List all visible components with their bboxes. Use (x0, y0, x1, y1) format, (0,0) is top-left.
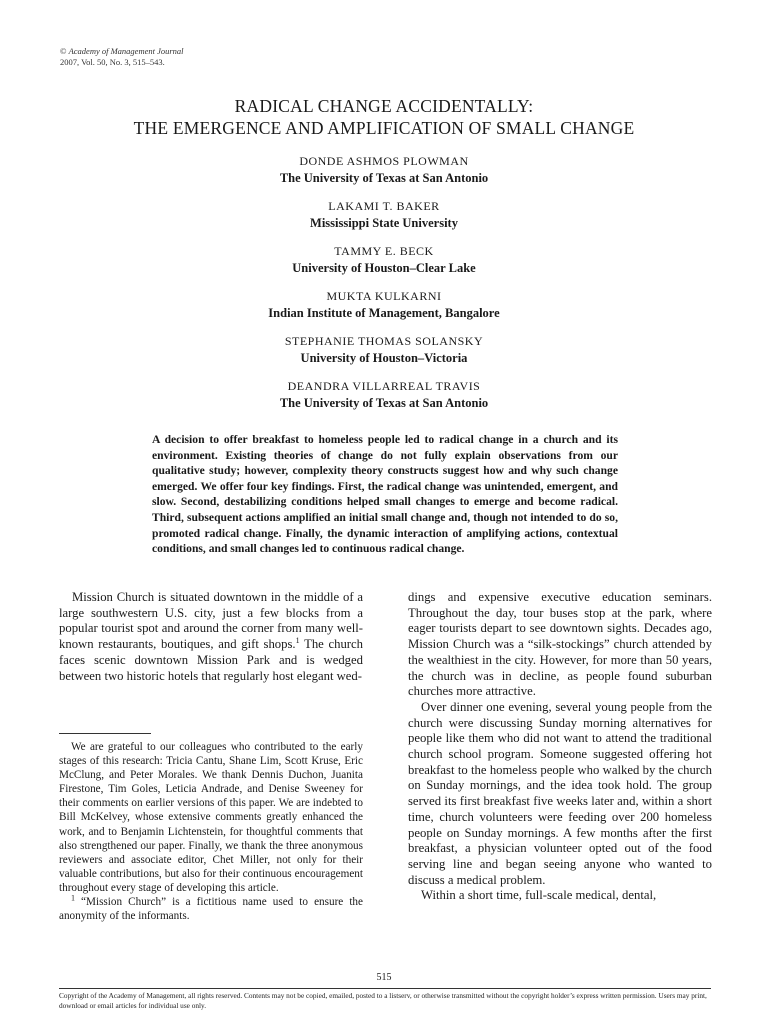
author-entry (0, 333, 768, 367)
article-title-line-1: RADICAL CHANGE ACCIDENTALLY: (234, 96, 534, 116)
author-affiliation: Indian Institute of Management, Bangalore (268, 306, 500, 320)
footnote-text: “Mission Church” is a fictitious name used to ensure the anonymity of the informants. (59, 896, 363, 923)
author-entry (0, 153, 768, 187)
author-entry (0, 198, 768, 232)
author-name: MUKTA KULKARNI (326, 289, 442, 303)
author-name: TAMMY E. BECK (334, 244, 434, 258)
author-name: STEPHANIE THOMAS SOLANSKY (284, 334, 484, 348)
author-name: DEANDRA VILLARREAL TRAVIS (287, 379, 481, 393)
author-affiliation: University of Houston–Clear Lake (292, 261, 476, 275)
copyright-mark: © (60, 46, 67, 56)
body-column-left (59, 590, 363, 684)
footnote-1 (59, 895, 363, 923)
author-entry (0, 288, 768, 322)
copyright-divider (59, 988, 711, 989)
body-paragraph: Over dinner one evening, several young people from the church were discussing Sunday morning alternatives for people like them who did not want to attend the traditional church school program. Someone suggested offering hot breakfast to the homeless people who walked by the church on Sunday mornings, and the idea took hold. The group served its first breakfast five weeks later and, within a short time, church volunteers were feeding over 200 homeless people on Sunday mornings. A few months after the first breakfast, a physician volunteer opted out of the food serving line and began seeing anyone who wanted to discuss a medical problem. (408, 699, 712, 887)
article-title-line-2: THE EMERGENCE AND AMPLIFICATION OF SMALL CHANGE (133, 118, 635, 138)
author-affiliation: Mississippi State University (310, 216, 458, 230)
journal-citation (60, 46, 184, 68)
author-affiliation: The University of Texas at San Antonio (279, 396, 489, 410)
author-name: LAKAMI T. BAKER (328, 199, 440, 213)
body-text: Mission Church is situated downtown in the middle of a large southwestern U.S. city, just a few blocks from a popular tourist spot and around the corner from many well-known restaurants, boutiques, and gift shops. (59, 590, 363, 652)
author-affiliation: University of Houston–Victoria (300, 351, 468, 365)
body-text: The church faces scenic downtown Mission Park and is wedged between two historic hotels that regularly host elegant wed- (59, 637, 363, 683)
footnotes (59, 740, 363, 923)
body-paragraph (59, 590, 363, 684)
footnote-reference: 1 (295, 635, 300, 645)
footnote-mark: 1 (71, 893, 75, 903)
journal-name: Academy of Management Journal (68, 46, 184, 56)
body-paragraph-continued: dings and expensive executive education seminars. Throughout the day, tour buses stop at the park, where eager tourists depart to see downtown sights. Decades ago, Mission Church was a “silk-stockings” church attended by the wealthiest in the city. However, for more than 50 years, the church was in decline, as people found suburban churches more attractive. (408, 590, 712, 699)
journal-name-line (60, 46, 184, 57)
author-list (0, 153, 768, 412)
journal-volume-pages: 2007, Vol. 50, No. 3, 515–543. (60, 57, 165, 67)
author-entry (0, 243, 768, 277)
acknowledgment-footnote: We are grateful to our colleagues who contributed to the early stages of this research: Tricia Cantu, Shane Lim, Scott Kruse, Eric McClung, and Peter Morales. We thank Dennis Duchon, Juanita Firestone, Tim Goles, Leticia Andrade, and Denise Sweeney for their comments on earlier versions of this paper. We are indebted to Bill McKelvey, whose extensive comments greatly enhanced the work, and to Benjamin Lichtenstein, for thoughtful comments that also strengthened our paper. Finally, we thank the three anonymous reviewers and associate editor, Chet Miller, not only for their valuable contributions, but also for their continuous encouragement throughout every stage of developing this article. (59, 741, 363, 894)
author-entry (0, 378, 768, 412)
copyright-notice: Copyright of the Academy of Management, all rights reserved. Contents may not be copied, emailed, posted to a listserv, or otherwise transmitted without the copyright holder’s express written permission. Users may print, download or email articles for individual use only. (59, 991, 707, 1010)
article-header (0, 95, 768, 423)
abstract: A decision to offer breakfast to homeless people led to radical change in a church and its environment. Existing theories of change do not fully explain observations from our qualitative study; however, complexity theory constructs suggest how and why such change emerged. We offer four key findings. First, the radical change was unintended, emergent, and slow. Second, destabilizing conditions helped small changes to emerge and become radical. Third, subsequent actions amplified an initial small change and, though not intended to do so, promoted radical change. Finally, the dynamic interaction of amplifying actions, contextual conditions, and small changes led to continuous radical change. (152, 433, 618, 556)
page-number: 515 (376, 972, 392, 983)
footnote-separator (59, 733, 151, 734)
body-paragraph: Within a short time, full-scale medical, dental, (421, 888, 657, 903)
author-affiliation: The University of Texas at San Antonio (279, 171, 489, 185)
body-column-right (408, 590, 712, 904)
author-name: DONDE ASHMOS PLOWMAN (299, 154, 469, 168)
